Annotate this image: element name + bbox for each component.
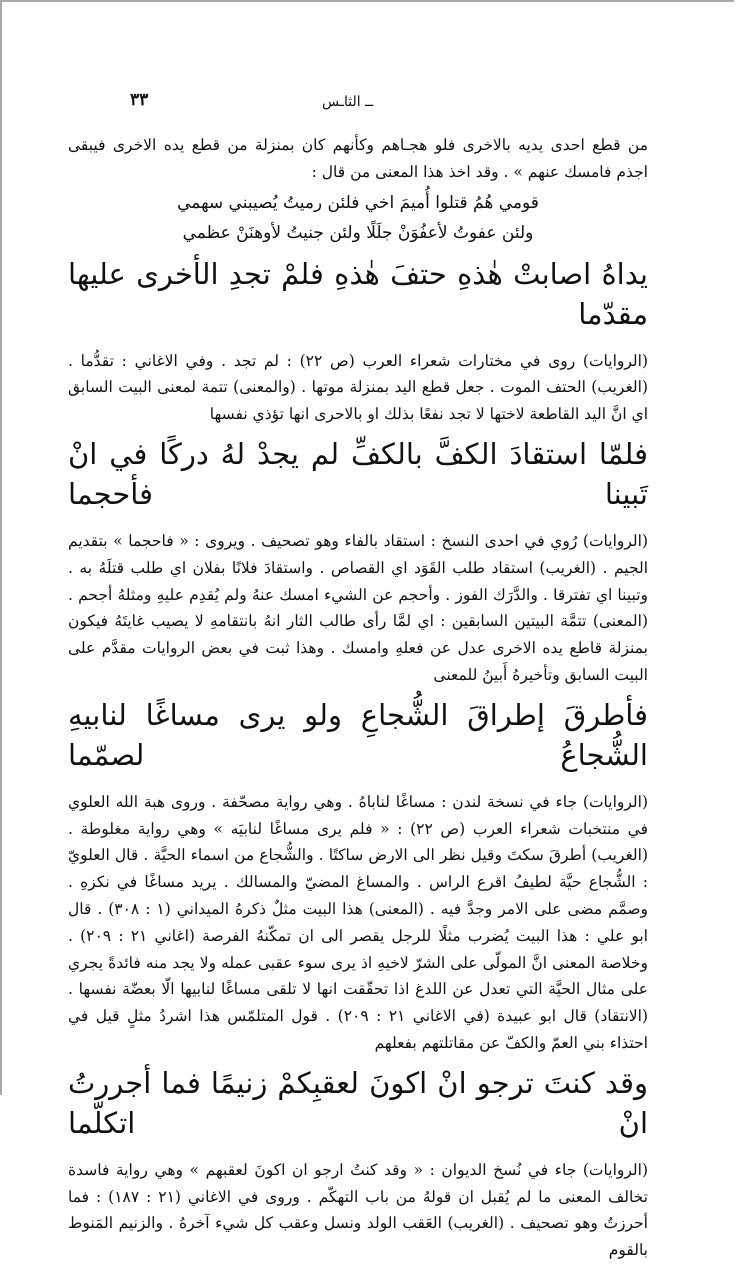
page-body [68,132,648,1264]
page-number: ٣٣ [130,90,149,110]
poem-verse-3: فأطرقَ إطراقَ الشُّجاعِ ولو يرى مساغًا لنابيهِ الشُّجاعُ لصمّما [68,697,648,772]
poem-verse-4: وقد كنتَ ترجو انْ اكونَ لعقبِكمْ زنيمًا فما أجررتُ انْ اتكلّما [68,1065,648,1140]
quoted-verse: ولئن عفوتُ لأعفُوَنْ جلَلًا ولئن جنيتُ لأوهنَنْ عظمي [182,222,534,243]
intro-paragraph: من قطع احدى يديه بالاخرى فلو هجـاهم وكأنهم كان بمنزلة من قطع يده الاخرى فيبقى اجذم فامسك عنهم » . وقد اخذ هذا المعنى من قال : [68,136,648,181]
poem-verse-1: يداهُ اصابتْ هٰذهِ حتفَ هٰذهِ فلمْ تجدِ الأخرى عليها مقدّما [68,256,648,331]
page-header [2,90,734,114]
commentary-2: (الروايات) رُوي في احدى النسخ : استقاد بالفاء وهو تصحيف . ويروى : « فاحجما » بتقديم الجيم . (الغريب) استقاد طلب القَوَد اي القصاص . واستقادَ فلانًا بفلان اي طلب قتلَهُ به . وتبينا اي تفترقا . والدَّرَك الفوز . وأحجم عن الشيء امسك عنهُ ولم يُقدِم عليهِ ومثلهُ أجحم . (المعنى) تتمَّة البيتين السابقين : اي لمَّا رأى طالب الثار انهُ بانتقامهِ لا يصيب غايتَهُ فيكون بمنزلة قاطع يده الاخرى عدل عن فعلهِ وامسك . وهذا ثبت في بعض الروايات مقدَّم على البيت السابق وتأخيرهُ أَبينُ للمعنى [68,531,648,684]
commentary-4: (الروايات) جاء في نُسخ الديوان : « وقد كنتُ ارجو ان اكونَ لعقبهم » وهي رواية فاسدة تخالف المعنى ما لم يُقبل ان قولهُ من باب التهكّم . وروى في الاغاني (٢١ : ١٨٧) : فما أحرزتُ وهو تصحيف . (الغريب) العَقب الولد ونسل وعقب كل شيء آخرهُ . والزنيم المَنوط بالقوم [68,1160,648,1260]
commentary-1: (الروايات) روى في مختارات شعراء العرب (ص ٢٢) : لم تجد . وفي الاغاني : تقدُّما . (الغريب) الحتف الموت . جعل قطع اليد بمنزلة موتها . (والمعنى) تتمة لمعنى البيت السابق اي انَّ اليد القاطعة لاختها لا تجد نفعًا بذلك او بالاحرى انها تؤذي نفسها [68,351,648,424]
commentary-3: (الروايات) جاء في نسخة لندن : مساغًا لناباهُ . وهي رواية مصحّفة . وروى هبة الله العلوي في منتخبات شعراء العرب (ص ٢٢) : « فلم يرى مساغًا لنابيَه » وهي رواية مغلوطة . (الغريب) أطرقَ سكتَ وقيل نظر الى الارض ساكتًا . والشُّجاع من اسماء الحيَّة . قال العلويّ : الشُّجاع حيَّة لطيفُ اقرع الراس . والمساغ المضيّ والمسالك . يريد مساغًا في نكزهِ . وصمَّم مضى على الامر وجدَّ فيه . (المعنى) هذا البيت مثلٌ ذكرهُ الميداني (١ : ٣٠٨) . قال ابو علي : هذا البيت يُضرب مثلًا للرجل يقصر الى ان تمكّنهُ الفرصة (اغاني ٢١ : ٢٠٩) . وخلاصة المعنى انَّ المولّى على الشرّ لاخيهِ اذ يرى سوء عقبى عمله ولا يجد منه فائدةً يجري على مثال الحيَّة التي تعدل عن اللدغ اذا تحقّقت انها لا تلقى مساغًا لنابيها الّا بعضّة نفسها . (الانتقاد) قال ابو عبيدة (في الاغاني ٢١ : ٢٠٩) . قول المتلمّس هذا اشردُ مثلٍ قيل في احتذاء بني العمّ والكفّ عن مقاتلتهم بفعلهم [68,792,648,1052]
running-title: ــ الثاـس [322,94,374,110]
poem-verse-2: فلمّا استقادَ الكفَّ بالكفِّ لم يجدْ لهُ دركًا في انْ تَبينا فأحجما [68,436,648,511]
quoted-verses [68,188,648,248]
quoted-verse: قومي هُمُ قتلوا أُميمَ اخي فلئن رميتُ يُصيبني سهمي [177,192,539,213]
